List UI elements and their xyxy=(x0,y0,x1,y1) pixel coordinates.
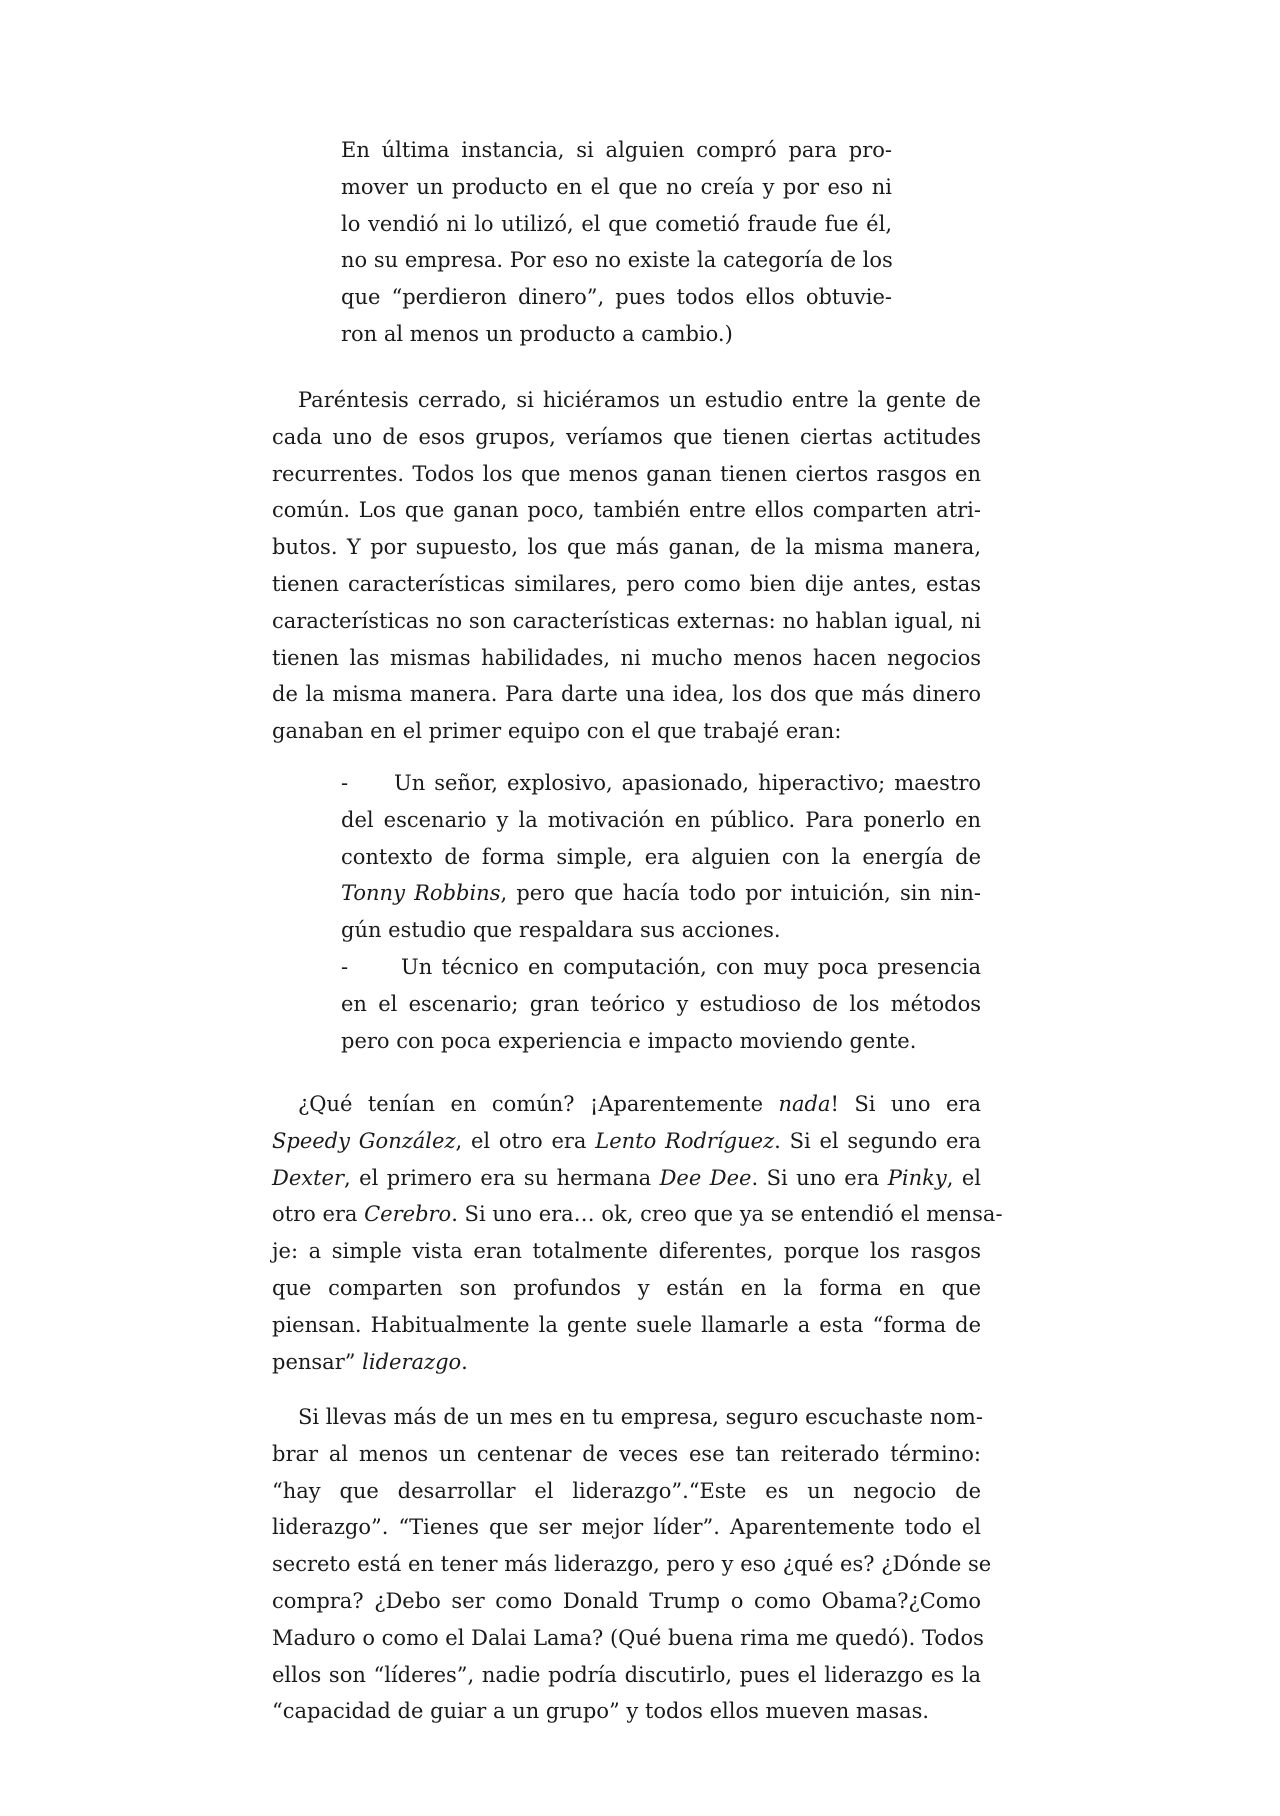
text-line xyxy=(272,1164,981,1192)
text-segment: características no son características externas: no hablan igual, ni xyxy=(272,608,981,633)
text-line xyxy=(341,1027,981,1055)
text-segment: , el xyxy=(946,1165,981,1190)
text-segment: compra? ¿Debo ser como Donald Trump o como Obama?¿Como xyxy=(272,1589,981,1613)
text-line xyxy=(272,644,981,672)
text-segment: Maduro o como el Dalai Lama? (Qué buena rima me quedó). Todos xyxy=(272,1625,984,1650)
text-line xyxy=(272,423,981,451)
text-segment: no su empresa. Por eso no existe la categoría de los xyxy=(341,248,893,273)
text-line xyxy=(272,570,981,598)
text-segment: Un señor, explosivo, apasionado, hiperactivo; maestro xyxy=(394,771,981,795)
text-segment: liderazgo”. “Tienes que ser mejor líder”. Aparentemente todo el xyxy=(272,1515,981,1540)
italic-text: Tonny Robbins xyxy=(341,881,501,906)
text-line xyxy=(341,136,892,164)
text-line xyxy=(341,283,892,311)
text-line xyxy=(341,916,981,944)
italic-text: nada xyxy=(778,1092,831,1116)
text-line xyxy=(272,1200,1003,1228)
text-segment: gún estudio que respaldara sus acciones. xyxy=(341,918,781,943)
text-segment: tienen características similares, pero como bien dije antes, estas xyxy=(272,572,981,596)
text-segment: Si llevas más de un mes en tu empresa, seguro escuchaste nom- xyxy=(298,1405,983,1429)
italic-text: Dexter xyxy=(272,1165,345,1190)
text-segment: ron al menos un producto a cambio.) xyxy=(341,322,733,346)
text-line xyxy=(272,460,981,488)
text-line xyxy=(272,1697,981,1725)
text-segment: En última instancia, si alguien compró para pro- xyxy=(341,138,892,162)
text-segment: de la misma manera. Para darte una idea, los dos que más dinero xyxy=(272,682,981,707)
text-segment: , pero que hacía todo por intuición, sin nin- xyxy=(500,881,982,906)
italic-text: Cerebro xyxy=(364,1202,452,1227)
text-line xyxy=(394,769,981,797)
text-segment: secreto está en tener más liderazgo, pero y eso ¿qué es? ¿Dónde se xyxy=(272,1552,992,1577)
bullet-dash: - xyxy=(341,955,349,979)
text-segment: , el primero era su hermana xyxy=(344,1165,660,1190)
text-line xyxy=(272,1513,981,1541)
text-line xyxy=(341,173,892,201)
text-line xyxy=(272,1237,981,1265)
text-line xyxy=(272,1311,981,1339)
text-line xyxy=(272,1477,981,1505)
text-segment: piensan. Habitualmente la gente suele llamarle a esta “forma de xyxy=(272,1312,981,1337)
text-segment: recurrentes. Todos los que menos ganan tienen ciertos rasgos en xyxy=(272,461,981,486)
text-segment: mover un producto en el que no creía y por eso ni xyxy=(341,174,892,199)
text-line xyxy=(298,1403,981,1431)
text-segment: en el escenario; gran teórico y estudioso de los métodos xyxy=(341,991,981,1016)
text-segment: común. Los que ganan poco, también entre ellos comparten atri- xyxy=(272,498,981,523)
italic-text: Dee Dee xyxy=(659,1165,752,1190)
text-segment: ¿Qué tenían en común? ¡Aparentemente xyxy=(298,1092,779,1116)
text-line xyxy=(272,717,981,745)
text-line xyxy=(272,1587,981,1615)
text-segment: pensar” xyxy=(272,1349,363,1374)
text-line xyxy=(272,1127,981,1155)
text-segment: ! Si uno era xyxy=(830,1092,981,1116)
text-line xyxy=(341,320,892,348)
text-segment: je: a simple vista eran totalmente diferentes, porque los rasgos xyxy=(272,1239,981,1264)
text-segment: butos. Y por supuesto, los que más ganan, de la misma manera, xyxy=(272,535,981,560)
text-line xyxy=(298,386,981,414)
text-segment: que “perdieron dinero”, pues todos ellos obtuvie- xyxy=(341,285,892,310)
text-segment: contexto de forma simple, era alguien con la energía de xyxy=(341,844,981,869)
text-segment: brar al menos un centenar de veces ese tan reiterado término: xyxy=(272,1441,981,1466)
text-line xyxy=(272,607,981,635)
text-line xyxy=(341,990,981,1018)
text-segment: lo vendió ni lo utilizó, el que cometió fraude fue él, xyxy=(341,211,892,236)
text-line xyxy=(272,533,981,561)
text-segment: “hay que desarrollar el liderazgo”.“Este es un negocio de xyxy=(272,1478,981,1503)
text-segment: Paréntesis cerrado, si hiciéramos un estudio entre la gente de xyxy=(298,388,981,412)
bullet-dash: - xyxy=(341,771,349,795)
text-segment: , el otro era xyxy=(455,1128,596,1153)
text-segment: otro era xyxy=(272,1202,365,1227)
text-segment: ganaban en el primer equipo con el que trabajé eran: xyxy=(272,719,842,744)
text-line xyxy=(272,1661,981,1689)
text-segment: que comparten son profundos y están en la forma en que xyxy=(272,1276,981,1300)
text-segment: del escenario y la motivación en público. Para ponerlo en xyxy=(341,807,981,832)
text-segment: “capacidad de guiar a un grupo” y todos ellos mueven masas. xyxy=(272,1699,930,1724)
italic-text: Lento Rodríguez xyxy=(595,1128,775,1153)
text-line xyxy=(298,1090,981,1118)
text-line xyxy=(272,1550,992,1578)
text-line xyxy=(341,843,981,871)
text-segment: . Si uno era xyxy=(751,1165,888,1190)
text-line xyxy=(272,1624,984,1652)
text-line xyxy=(272,1348,981,1376)
text-segment: pero con poca experiencia e impacto moviendo gente. xyxy=(341,1028,917,1053)
text-segment: ellos son “líderes”, nadie podría discutirlo, pues el liderazgo es la xyxy=(272,1662,981,1687)
italic-text: Speedy González xyxy=(272,1128,456,1153)
text-line xyxy=(272,496,981,524)
text-line xyxy=(272,680,981,708)
text-segment: . Si el segundo era xyxy=(774,1128,981,1153)
italic-text: Pinky xyxy=(887,1165,947,1190)
text-line xyxy=(272,1274,981,1302)
text-segment: Un técnico en computación, con muy poca presencia xyxy=(401,955,981,979)
text-line xyxy=(341,246,892,274)
text-segment: cada uno de esos grupos, veríamos que tienen ciertas actitudes xyxy=(272,424,981,449)
text-segment: . Si uno era… ok, creo que ya se entendió el mensa- xyxy=(451,1202,1003,1227)
text-segment: tienen las mismas habilidades, ni mucho menos hacen negocios xyxy=(272,645,981,670)
italic-text: liderazgo xyxy=(362,1349,462,1374)
text-line xyxy=(272,1440,981,1468)
text-line xyxy=(341,210,892,238)
text-line xyxy=(341,879,981,907)
text-line xyxy=(401,953,981,981)
text-segment: . xyxy=(461,1349,468,1374)
text-line xyxy=(341,806,981,834)
